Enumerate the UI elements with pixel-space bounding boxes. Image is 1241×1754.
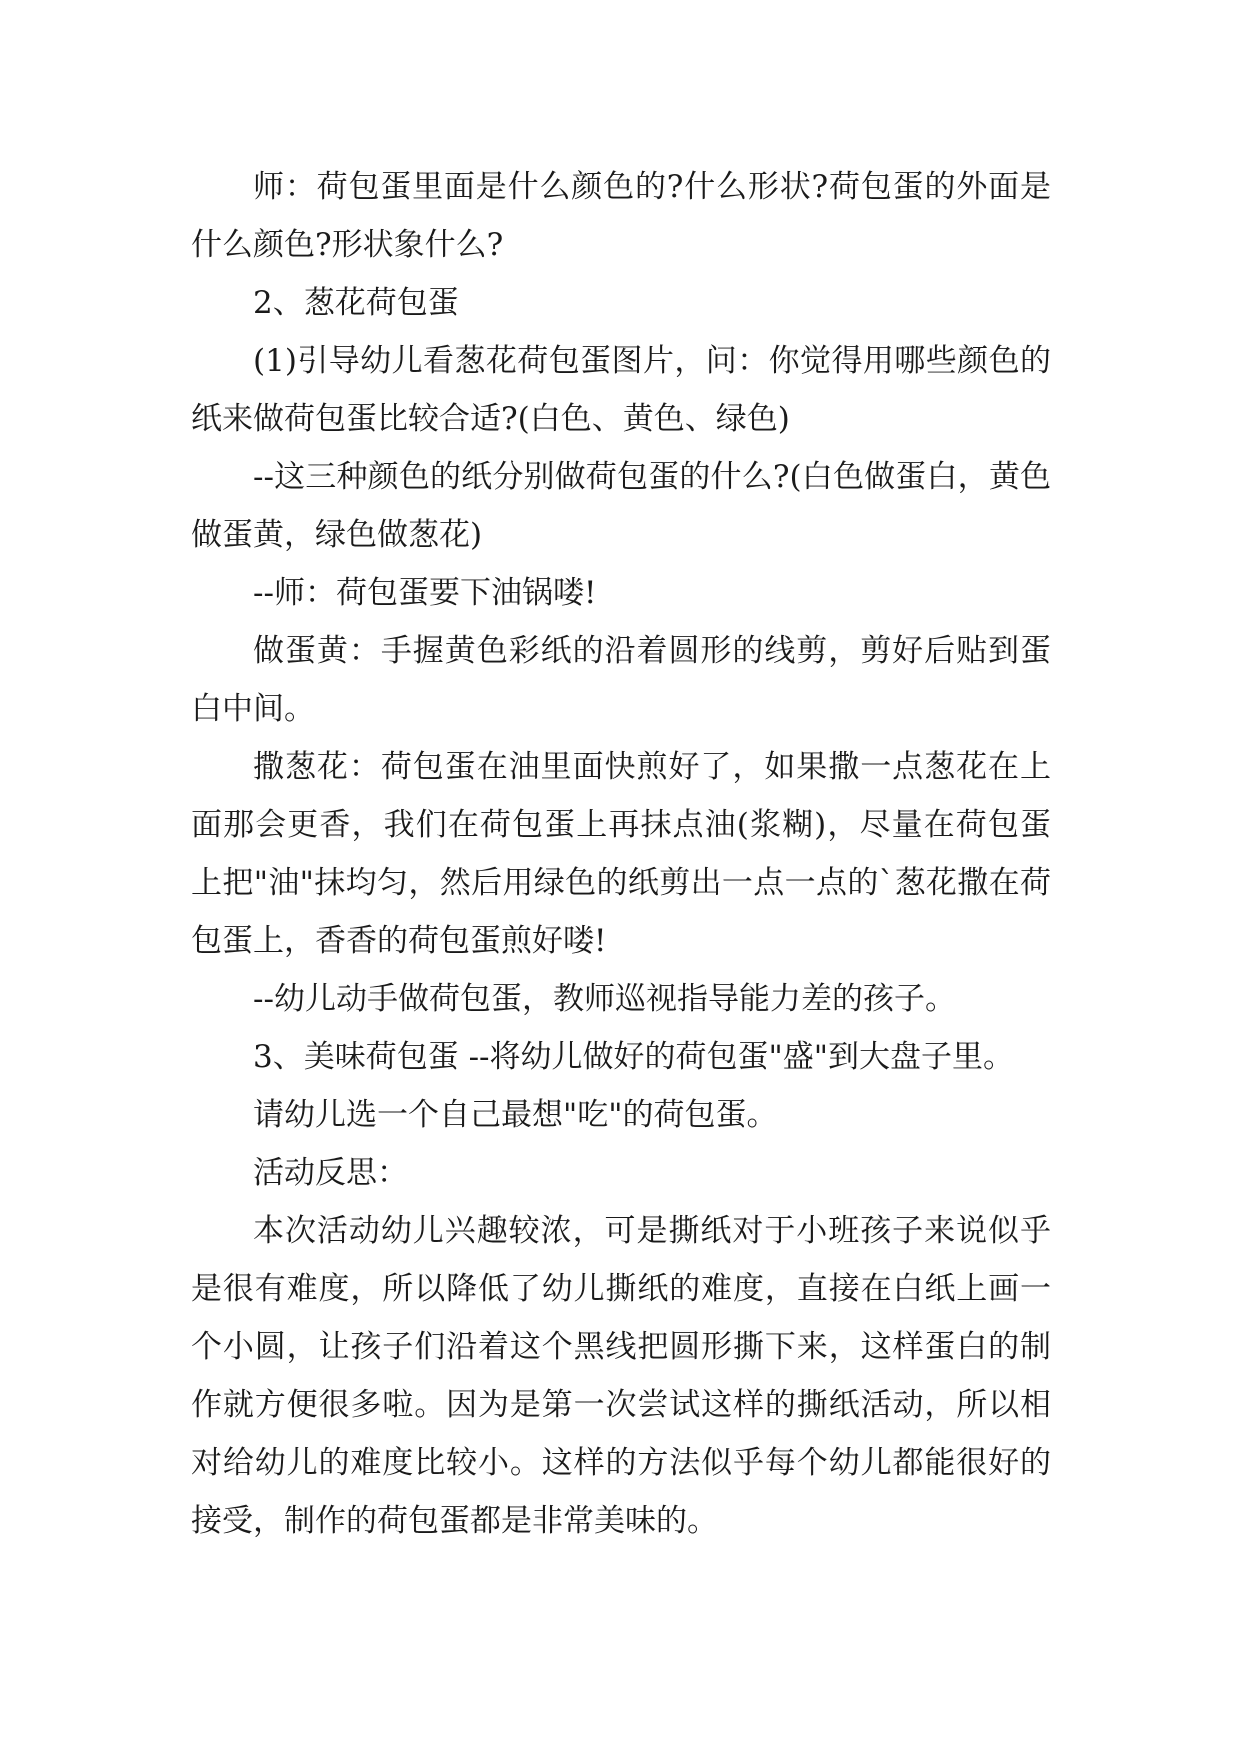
paragraph-children-make: --幼儿动手做荷包蛋，教师巡视指导能力差的孩子。 xyxy=(253,981,956,1017)
paragraph-three-colors: --这三种颜色的纸分别做荷包蛋的什么?(白色做蛋白，黄色做蛋黄，绿色做葱花) xyxy=(191,459,1051,553)
paragraph-sprinkle-scallion: 撒葱花：荷包蛋在油里面快煎好了，如果撒一点葱花在上面那会更香，我们在荷包蛋上再抹点油(浆糊)，尽量在荷包蛋上把"油"抹均匀，然后用绿色的纸剪出一点一点的`葱花撒在荷包蛋上，香香的荷包蛋煎好喽! xyxy=(191,749,1051,959)
paragraph-teacher-question: 师：荷包蛋里面是什么颜色的?什么形状?荷包蛋的外面是什么颜色?形状象什么? xyxy=(191,169,1051,263)
section-heading-tasty-egg: 3、美味荷包蛋 --将幼儿做好的荷包蛋"盛"到大盘子里。 xyxy=(253,1039,1015,1075)
paragraph-into-pan: --师：荷包蛋要下油锅喽! xyxy=(253,575,597,611)
paragraph-guide-children: (1)引导幼儿看葱花荷包蛋图片，问：你觉得用哪些颜色的纸来做荷包蛋比较合适?(白色、黄色、绿色) xyxy=(191,343,1051,437)
paragraph-make-yolk: 做蛋黄：手握黄色彩纸的沿着圆形的线剪，剪好后贴到蛋白中间。 xyxy=(191,633,1051,727)
section-heading-scallion-egg: 2、葱花荷包蛋 xyxy=(253,285,459,321)
paragraph-choose-egg: 请幼儿选一个自己最想"吃"的荷包蛋。 xyxy=(253,1097,778,1133)
document-body xyxy=(191,158,1051,1550)
paragraph-reflection-body: 本次活动幼儿兴趣较浓，可是撕纸对于小班孩子来说似乎是很有难度，所以降低了幼儿撕纸的难度，直接在白纸上画一个小圆，让孩子们沿着这个黑线把圆形撕下来，这样蛋白的制作就方便很多啦。因为是第一次尝试这样的撕纸活动，所以相对给幼儿的难度比较小。这样的方法似乎每个幼儿都能很好的接受，制作的荷包蛋都是非常美味的。 xyxy=(191,1213,1051,1539)
section-heading-reflection: 活动反思： xyxy=(253,1155,408,1191)
